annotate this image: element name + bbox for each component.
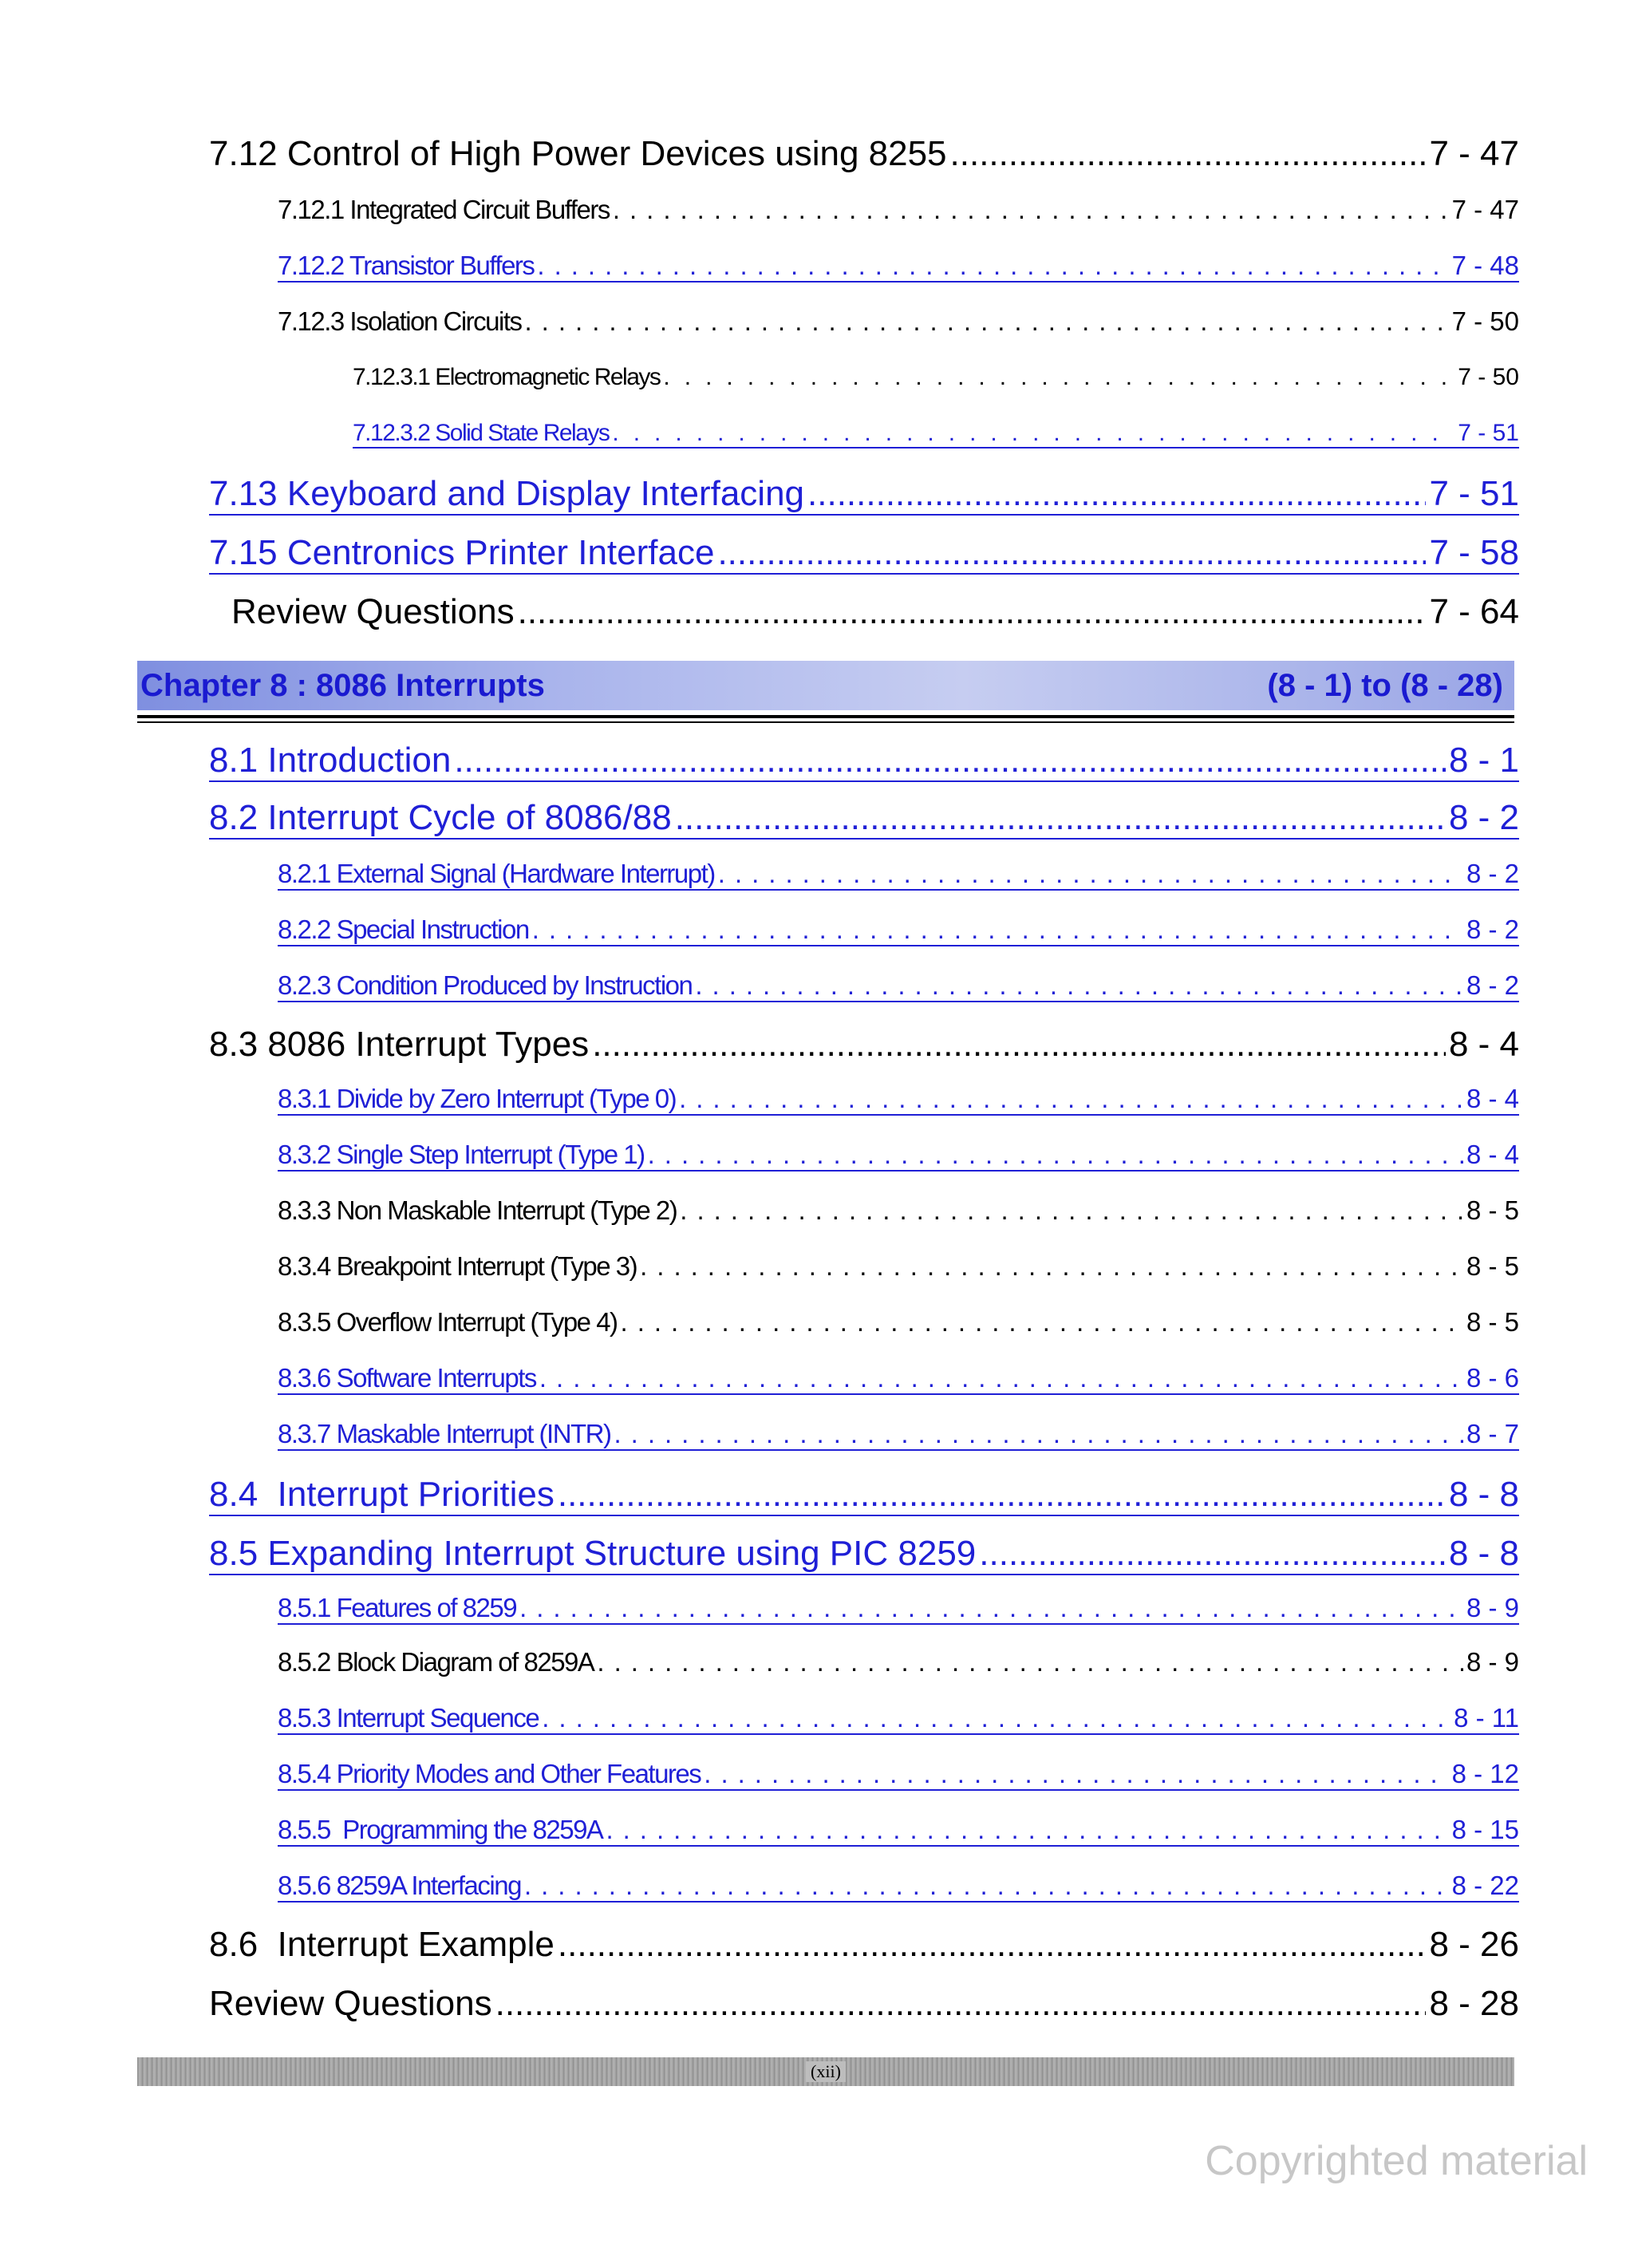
chapter-title: Chapter 8 : 8086 Interrupts: [140, 667, 545, 703]
toc-page-number: 7 - 58: [1429, 533, 1519, 572]
toc-title: Review Questions: [209, 1984, 492, 2023]
toc-page-number: 8 - 5: [1466, 1307, 1519, 1337]
toc-page-number: 7 - 47: [1429, 134, 1519, 173]
chapter-8-banner[interactable]: [137, 661, 1514, 710]
toc-page-number: 8 - 2: [1448, 798, 1519, 837]
toc-title: 8.5.2 Block Diagram of 8259A: [278, 1647, 594, 1677]
toc-entry-review-questions-7: [231, 592, 1519, 632]
toc-title: 7.12.3 Isolation Circuits: [278, 306, 522, 336]
toc-title: Review Questions: [231, 592, 515, 631]
toc-page-number: 8 - 4: [1466, 1084, 1519, 1113]
dot-leader: [519, 1593, 1463, 1623]
toc-title: 8.3.7 Maskable Interrupt (INTR): [278, 1419, 611, 1448]
toc-entry-7-12-1: [278, 195, 1519, 225]
dot-leader: [640, 1251, 1463, 1282]
toc-page-number: 7 - 51: [1429, 474, 1519, 513]
toc-title: 8.2.3 Condition Produced by Instruction: [278, 970, 693, 1000]
dot-leader: [539, 1363, 1463, 1393]
toc-link-7-13[interactable]: [209, 474, 1519, 516]
toc-title: 8.2 Interrupt Cycle of 8086/88: [209, 798, 672, 837]
footer-bar: [137, 2057, 1514, 2086]
toc-page-number: 8 - 8: [1448, 1534, 1519, 1573]
toc-entry-7-12-3-1: [353, 364, 1519, 391]
dot-leader: [621, 1307, 1463, 1337]
page-label: (xii): [806, 2061, 846, 2082]
toc-title: 8.6 Interrupt Example: [209, 1925, 555, 1964]
toc-title: 7.12 Control of High Power Devices using 8255: [209, 134, 947, 173]
toc-title: 8.4 Interrupt Priorities: [209, 1475, 555, 1514]
toc-link-8-5-4[interactable]: [278, 1759, 1519, 1791]
dot-leader: [614, 1419, 1463, 1449]
toc-title: 8.3.4 Breakpoint Interrupt (Type 3): [278, 1251, 637, 1281]
dot-leader: [524, 1871, 1449, 1901]
toc-page-number: 8 - 5: [1466, 1251, 1519, 1281]
toc-page-number: 8 - 28: [1429, 1984, 1519, 2023]
toc-link-8-3-6[interactable]: [278, 1363, 1519, 1395]
toc-page-number: 7 - 50: [1451, 306, 1519, 336]
toc-link-8-2-1[interactable]: [278, 859, 1519, 891]
dot-leader: [606, 1815, 1448, 1845]
toc-link-8-3-7[interactable]: [278, 1419, 1519, 1451]
dot-leader: [979, 1534, 1446, 1574]
dot-leader: [704, 1759, 1448, 1789]
toc-title: 8.5.3 Interrupt Sequence: [278, 1703, 539, 1733]
toc-entry-7-12-3: [278, 306, 1519, 337]
toc-page-number: 8 - 2: [1466, 970, 1519, 1000]
toc-link-8-2-2[interactable]: [278, 915, 1519, 946]
toc-page-number: 8 - 4: [1466, 1140, 1519, 1169]
toc-title: 8.1 Introduction: [209, 741, 452, 780]
chapter-divider: [137, 715, 1514, 718]
toc-entry-8-3-4: [278, 1251, 1519, 1282]
dot-leader: [663, 364, 1454, 391]
dot-leader: [950, 134, 1427, 174]
dot-leader: [592, 1025, 1446, 1065]
toc-link-7-12-2[interactable]: [278, 251, 1519, 283]
toc-title: 7.12.3.2 Solid State Relays: [353, 420, 610, 446]
toc-entry-8-5-2: [278, 1647, 1519, 1677]
toc-title: 8.3.5 Overflow Interrupt (Type 4): [278, 1307, 618, 1337]
toc-page-number: 8 - 1: [1448, 741, 1519, 780]
toc-title: 8.2.2 Special Instruction: [278, 915, 529, 944]
dot-leader: [537, 251, 1448, 281]
toc-title: 8.3.6 Software Interrupts: [278, 1363, 536, 1393]
toc-link-8-5-1[interactable]: [278, 1593, 1519, 1625]
dot-leader: [495, 1984, 1427, 2024]
toc-link-8-5-6[interactable]: [278, 1871, 1519, 1903]
toc-page-number: 8 - 12: [1451, 1759, 1519, 1788]
toc-page-number: 8 - 6: [1466, 1363, 1519, 1393]
dot-leader: [532, 915, 1463, 945]
toc-page-number: 8 - 11: [1454, 1703, 1519, 1733]
toc-page-number: 8 - 7: [1466, 1419, 1519, 1448]
toc-page-number: 8 - 9: [1466, 1593, 1519, 1622]
toc-entry-8-3: [209, 1025, 1519, 1065]
toc-page-number: 8 - 2: [1466, 859, 1519, 888]
chapter-page-range: (8 - 1) to (8 - 28): [1267, 667, 1503, 703]
dot-leader: [718, 859, 1463, 889]
toc-page-number: 7 - 50: [1458, 364, 1519, 390]
toc-page-number: 8 - 9: [1466, 1647, 1519, 1677]
toc-title: 7.15 Centronics Printer Interface: [209, 533, 715, 572]
toc-title: 8.5.1 Features of 8259: [278, 1593, 517, 1622]
chapter-divider: [137, 721, 1514, 723]
dot-leader: [518, 592, 1427, 632]
toc-page-number: 8 - 2: [1466, 915, 1519, 944]
dot-leader: [807, 474, 1426, 514]
toc-page-number: 7 - 48: [1451, 251, 1519, 280]
dot-leader: [613, 195, 1449, 225]
toc-link-8-1[interactable]: [209, 741, 1519, 782]
dot-leader: [679, 1084, 1463, 1114]
toc-page-number: 8 - 5: [1466, 1195, 1519, 1225]
toc-title: 8.3.1 Divide by Zero Interrupt (Type 0): [278, 1084, 677, 1113]
dot-leader: [695, 970, 1463, 1001]
toc-page-number: 8 - 8: [1448, 1475, 1519, 1514]
toc-link-8-5-3[interactable]: [278, 1703, 1519, 1735]
toc-page-number: 8 - 15: [1451, 1815, 1519, 1844]
dot-leader: [717, 533, 1426, 573]
toc-link-8-2-3[interactable]: [278, 970, 1519, 1002]
dot-leader: [558, 1925, 1427, 1965]
toc-title: 7.12.3.1 Electromagnetic Relays: [353, 364, 661, 390]
toc-entry-7-12: [209, 134, 1519, 174]
dot-leader: [680, 1195, 1463, 1226]
dot-leader: [612, 420, 1454, 447]
toc-page-number: 7 - 47: [1451, 195, 1519, 224]
toc-link-8-4[interactable]: [209, 1475, 1519, 1516]
toc-title: 8.3.3 Non Maskable Interrupt (Type 2): [278, 1195, 677, 1225]
toc-link-8-3-2[interactable]: [278, 1140, 1519, 1172]
toc-title: 7.12.1 Integrated Circuit Buffers: [278, 195, 610, 224]
toc-entry-8-3-3: [278, 1195, 1519, 1226]
toc-link-7-15[interactable]: [209, 533, 1519, 575]
dot-leader: [542, 1703, 1450, 1733]
toc-page-number: 8 - 22: [1451, 1871, 1519, 1900]
dot-leader: [675, 798, 1446, 838]
toc-entry-8-3-5: [278, 1307, 1519, 1337]
dot-leader: [454, 741, 1446, 780]
toc-link-8-2[interactable]: [209, 798, 1519, 840]
toc-title: 8.5.4 Priority Modes and Other Features: [278, 1759, 701, 1788]
toc-entry-review-questions-8: [209, 1984, 1519, 2024]
toc-title: 7.13 Keyboard and Display Interfacing: [209, 474, 805, 513]
toc-title: 7.12.2 Transistor Buffers: [278, 251, 535, 280]
toc-title: 8.5 Expanding Interrupt Structure using PIC 8259: [209, 1534, 977, 1573]
dot-leader: [597, 1647, 1463, 1677]
toc-entry-8-6: [209, 1925, 1519, 1965]
dot-leader: [648, 1140, 1463, 1170]
toc-title: 8.5.6 8259A Interfacing: [278, 1871, 521, 1900]
toc-page-number: 7 - 64: [1429, 592, 1519, 631]
toc-title: 8.5.5 Programming the 8259A: [278, 1815, 603, 1844]
toc-link-8-5[interactable]: [209, 1534, 1519, 1575]
toc-page-number: 8 - 4: [1448, 1025, 1519, 1064]
toc-title: 8.2.1 External Signal (Hardware Interrupt): [278, 859, 715, 888]
toc-link-8-5-5[interactable]: [278, 1815, 1519, 1847]
copyright-watermark: Copyrighted material: [1205, 2138, 1588, 2184]
toc-link-8-3-1[interactable]: [278, 1084, 1519, 1116]
toc-page-number: 7 - 51: [1458, 420, 1519, 446]
toc-page-number: 8 - 26: [1429, 1925, 1519, 1964]
dot-leader: [558, 1475, 1446, 1515]
toc-title: 8.3.2 Single Step Interrupt (Type 1): [278, 1140, 645, 1169]
toc-title: 8.3 8086 Interrupt Types: [209, 1025, 590, 1064]
dot-leader: [525, 306, 1449, 337]
toc-link-7-12-3-2[interactable]: [353, 420, 1519, 448]
